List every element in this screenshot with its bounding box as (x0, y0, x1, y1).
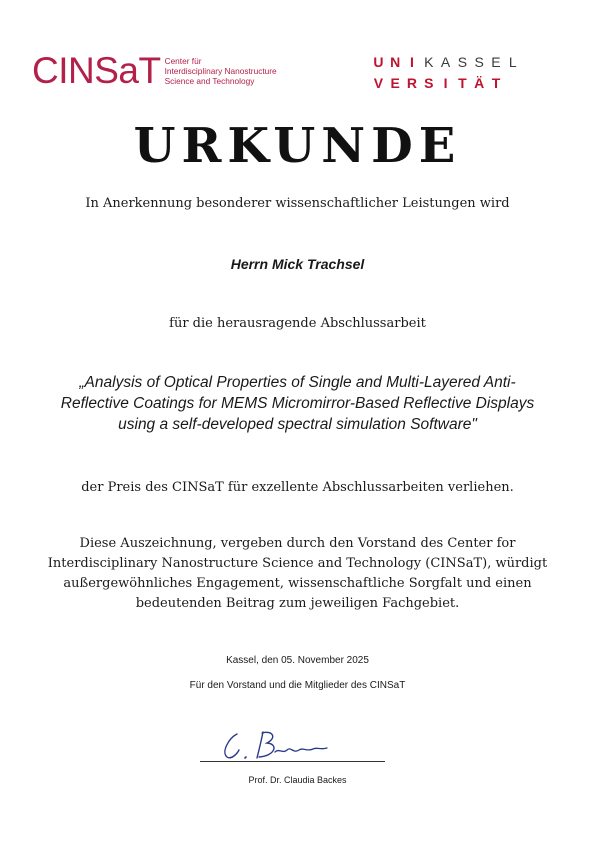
thesis-title-line: using a self-developed spectral simulation Software" (118, 416, 477, 433)
cinsat-logo-mark: CINSaT (32, 50, 161, 91)
uni-logo-letter: U (373, 54, 384, 70)
uni-logo-letter: L (508, 54, 517, 70)
award-line: der Preis des CINSaT für exzellente Abschlussarbeiten verliehen. (81, 480, 514, 495)
cinsat-logo-line: Interdisciplinary Nanostructure (164, 65, 277, 76)
cinsat-logo-text (165, 56, 277, 86)
uni-logo-letter: T (491, 75, 501, 91)
recipient-name: Herrn Mick Trachsel (230, 256, 365, 272)
uni-kassel-logo (370, 52, 521, 94)
description-line: Interdisciplinary Nanostructure Science and Technology (CINSaT), würdigt (47, 556, 548, 571)
uni-logo-letter: I (443, 75, 448, 91)
signatory-name: Prof. Dr. Claudia Backes (248, 775, 347, 785)
for-line: für die herausragende Abschlussarbeit (169, 316, 426, 331)
uni-logo-letter: T (458, 75, 467, 91)
uni-logo-letter: E (390, 75, 400, 91)
cinsat-logo-line: Science and Technology (164, 75, 255, 86)
uni-logo-row-2 (370, 73, 521, 94)
description-line: bedeutenden Beitrag zum jeweiligen Fachgebiet. (135, 596, 460, 611)
description-line: außergewöhnliches Engagement, wissenschaftliche Sorgfalt und einen (63, 576, 532, 591)
uni-logo-letter: S (457, 54, 468, 70)
recognition-line: In Anerkennung besonderer wissenschaftlicher Leistungen wird (85, 196, 510, 211)
cinsat-logo (32, 52, 277, 89)
uni-logo-letter: V (373, 75, 384, 91)
uni-logo-letter: A (440, 54, 451, 70)
handwritten-signature (215, 724, 335, 764)
thesis-title-line: Reflective Coatings for MEMS Micromirror-Based Reflective Displays (60, 395, 535, 412)
uni-logo-letter: R (406, 75, 418, 91)
description-line: Diese Auszeichnung, vergeben durch den Vorstand des Center for (79, 536, 516, 551)
uni-logo-letter: N (390, 54, 401, 70)
certificate-title: URKUNDE (133, 118, 462, 174)
thesis-title-line: „Analysis of Optical Properties of Single and Multi-Layered Anti- (79, 374, 516, 391)
cinsat-logo-line: Center für (164, 55, 202, 66)
description (40, 534, 555, 614)
on-behalf-line: Für den Vorstand und die Mitglieder des CINSaT (189, 680, 406, 691)
uni-logo-letter: Ä (474, 75, 485, 91)
uni-logo-row-1 (370, 52, 521, 73)
uni-logo-letter: S (424, 75, 434, 91)
uni-logo-letter: K (424, 54, 434, 70)
uni-logo-letter: I (410, 54, 414, 70)
uni-logo-letter: S (474, 54, 484, 70)
thesis-title (0, 372, 595, 435)
uni-logo-letter: E (491, 54, 501, 70)
signature-line (200, 761, 385, 762)
place-date: Kassel, den 05. November 2025 (226, 655, 369, 666)
